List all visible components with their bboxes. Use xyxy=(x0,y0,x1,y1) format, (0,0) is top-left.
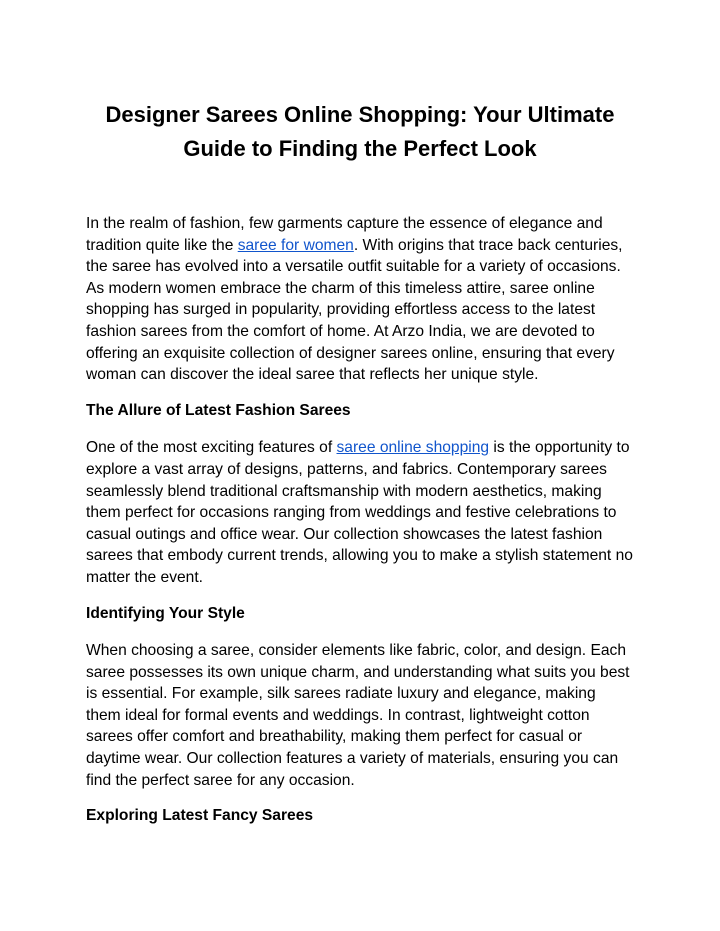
document-title: Designer Sarees Online Shopping: Your Ultimate Guide to Finding the Perfect Look xyxy=(105,102,615,161)
section-paragraph-latest-fashion xyxy=(86,437,634,588)
section-text-start: One of the most exciting features of xyxy=(86,439,337,457)
section-heading-fancy-sarees: Exploring Latest Fancy Sarees xyxy=(86,807,314,825)
intro-paragraph xyxy=(86,213,634,386)
section-heading-latest-fashion: The Allure of Latest Fashion Sarees xyxy=(86,401,351,419)
section-text-end: is the opportunity to explore a vast array of designs, patterns, and fabrics. Contemporary sarees seamlessly blend traditional craftsmanship with modern aesthetics, making them perfect for occasions ranging from weddings and festive celebrations to casual outings and office wear. Our collection showcases the latest fashion sarees that embody current trends, allowing you to make a stylish statement no matter the event. xyxy=(86,439,633,586)
section-paragraph-identifying-style: When choosing a saree, consider elements like fabric, color, and design. Each saree possesses its own unique charm, and understanding what suits you best is essential. For example, silk sarees radiate luxury and elegance, making them ideal for formal events and weddings. In contrast, lightweight cotton sarees offer comfort and breathability, making them perfect for casual or daytime wear. Our collection features a variety of materials, ensuring you can find the perfect saree for any occasion. xyxy=(86,642,630,789)
saree-online-shopping-link[interactable]: saree online shopping xyxy=(336,439,490,457)
intro-text-end: . With origins that trace back centuries, the saree has evolved into a versatile outfit suitable for a variety of occasions. As modern women embrace the charm of this timeless attire, saree online shopping has surged in popularity, providing effortless access to the latest fashion sarees from the comfort of home. At Arzo India, we are devoted to offering an exquisite collection of designer sarees online, ensuring that every woman can discover the ideal saree that reflects her unique style. xyxy=(86,236,623,384)
section-heading-identifying-style: Identifying Your Style xyxy=(86,604,245,622)
intro-text-start: In the realm of fashion, few garments capture the essence of elegance and tradition quite like the xyxy=(86,215,603,254)
saree-for-women-link[interactable]: saree for women xyxy=(237,236,354,254)
